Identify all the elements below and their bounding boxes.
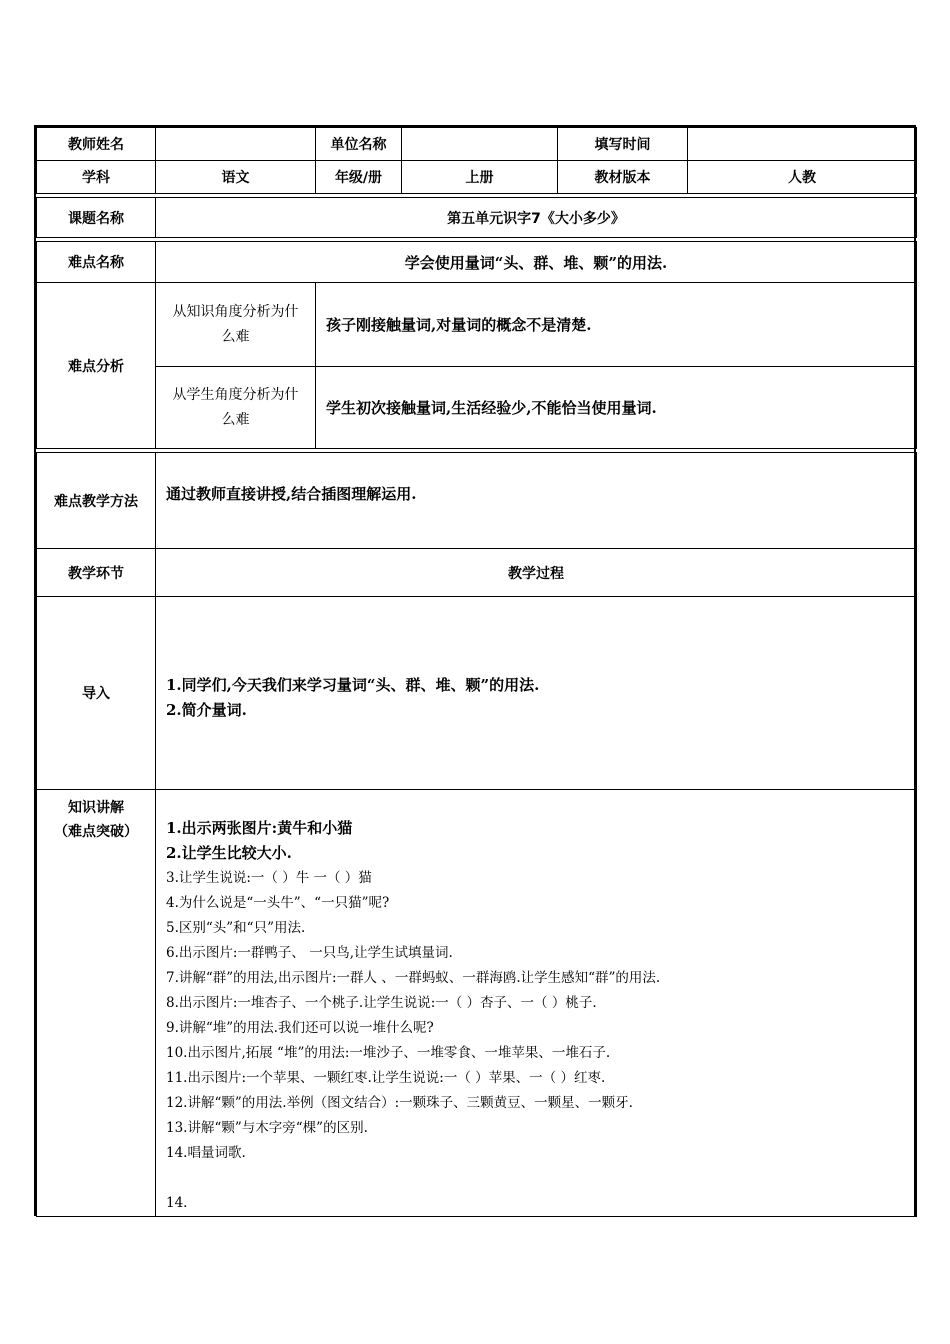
process-header-row <box>37 549 917 597</box>
unit-name-label: 单位名称 <box>316 128 402 161</box>
subject-label: 学科 <box>37 161 156 194</box>
student-angle-value: 学生初次接触量词,生活经验少,不能恰当使用量词. <box>316 367 917 449</box>
knowledge-item: 10.出示图片,拓展 “堆”的用法:一堆沙子、一堆零食、一堆苹果、一堆石子. <box>166 1045 611 1061</box>
method-row <box>37 453 917 549</box>
knowledge-label <box>37 790 156 1217</box>
knowledge-item: 13.讲解“颗”与木字旁“棵”的区别. <box>166 1120 368 1136</box>
knowledge-list-steps <box>166 866 916 1216</box>
method-value: 通过教师直接讲授,结合插图理解运用. <box>156 453 917 549</box>
knowledge-content <box>156 790 917 1217</box>
unit-name-field[interactable] <box>402 128 558 161</box>
knowledge-label-line2: （难点突破） <box>54 824 138 840</box>
edition-value: 人教 <box>688 161 917 194</box>
knowledge-label-line1: 知识讲解 <box>68 800 124 816</box>
intro-row <box>37 597 917 790</box>
analysis-row-student <box>37 367 917 449</box>
knowledge-item: 11.出示图片:一个苹果、一颗红枣.让学生说说:一（ ）苹果、一（ ）红枣. <box>166 1070 606 1086</box>
knowledge-item: 3.让学生说说:一（ ）牛 一（ ）猫 <box>166 870 372 886</box>
knowledge-row <box>37 790 917 1217</box>
teacher-name-field[interactable] <box>156 128 316 161</box>
knowledge-item: 14. <box>166 1195 188 1211</box>
topic-value: 第五单元识字7《大小多少》 <box>156 198 917 238</box>
analysis-row-knowledge <box>37 283 917 367</box>
intro-content <box>156 597 917 790</box>
knowledge-angle-label: 从知识角度分析为什么难 <box>156 283 316 367</box>
edition-label: 教材版本 <box>558 161 688 194</box>
fill-time-field[interactable] <box>688 128 917 161</box>
subject-value: 语文 <box>156 161 316 194</box>
difficulty-row <box>37 242 917 283</box>
topic-label: 课题名称 <box>37 198 156 238</box>
process-stage-label: 教学环节 <box>37 549 156 597</box>
process-content-label: 教学过程 <box>156 549 917 597</box>
grade-label: 年级/册 <box>316 161 402 194</box>
knowledge-item: 1.出示两张图片:黄牛和小猫 <box>166 819 353 837</box>
knowledge-item: 6.出示图片:一群鸭子、 一只鸟,让学生试填量词. <box>166 945 453 961</box>
knowledge-item: 2.让学生比较大小. <box>166 844 292 862</box>
fill-time-label: 填写时间 <box>558 128 688 161</box>
knowledge-item: 14.唱量词歌. <box>166 1145 246 1161</box>
grade-value: 上册 <box>402 161 558 194</box>
knowledge-item: 8.出示图片:一堆杏子、一个桃子.让学生说说:一（ ）杏子、一（ ）桃子. <box>166 995 597 1011</box>
lesson-plan-sheet <box>34 125 916 1216</box>
intro-label: 导入 <box>37 597 156 790</box>
knowledge-item: 12.讲解“颗”的用法.举例（图文结合）:一颗珠子、三颗黄豆、一颗星、一颗牙. <box>166 1095 633 1111</box>
intro-list <box>166 673 916 723</box>
knowledge-list-main <box>166 816 916 866</box>
student-angle-label: 从学生角度分析为什么难 <box>156 367 316 449</box>
topic-row <box>37 198 917 238</box>
header-row-2 <box>37 161 917 194</box>
knowledge-item: 9.讲解“堆”的用法.我们还可以说一堆什么呢? <box>166 1020 434 1036</box>
header-row-1 <box>37 128 917 161</box>
lesson-plan-table <box>36 127 917 1217</box>
analysis-label: 难点分析 <box>37 283 156 449</box>
method-label: 难点教学方法 <box>37 453 156 549</box>
intro-item: 1.同学们,今天我们来学习量词“头、群、堆、颗”的用法. <box>166 676 540 694</box>
knowledge-angle-value: 孩子刚接触量词,对量词的概念不是清楚. <box>316 283 917 367</box>
intro-item: 2.简介量词. <box>166 701 247 719</box>
knowledge-item: 5.区别“头”和“只”用法. <box>166 920 306 936</box>
difficulty-label: 难点名称 <box>37 242 156 283</box>
difficulty-value: 学会使用量词“头、群、堆、颗”的用法. <box>156 242 917 283</box>
knowledge-item: 7.讲解“群”的用法,出示图片:一群人 、一群蚂蚁、一群海鸥.让学生感知“群”的用法. <box>166 970 661 986</box>
knowledge-item: 4.为什么说是“一头牛”、“一只猫”呢? <box>166 895 390 911</box>
teacher-name-label: 教师姓名 <box>37 128 156 161</box>
